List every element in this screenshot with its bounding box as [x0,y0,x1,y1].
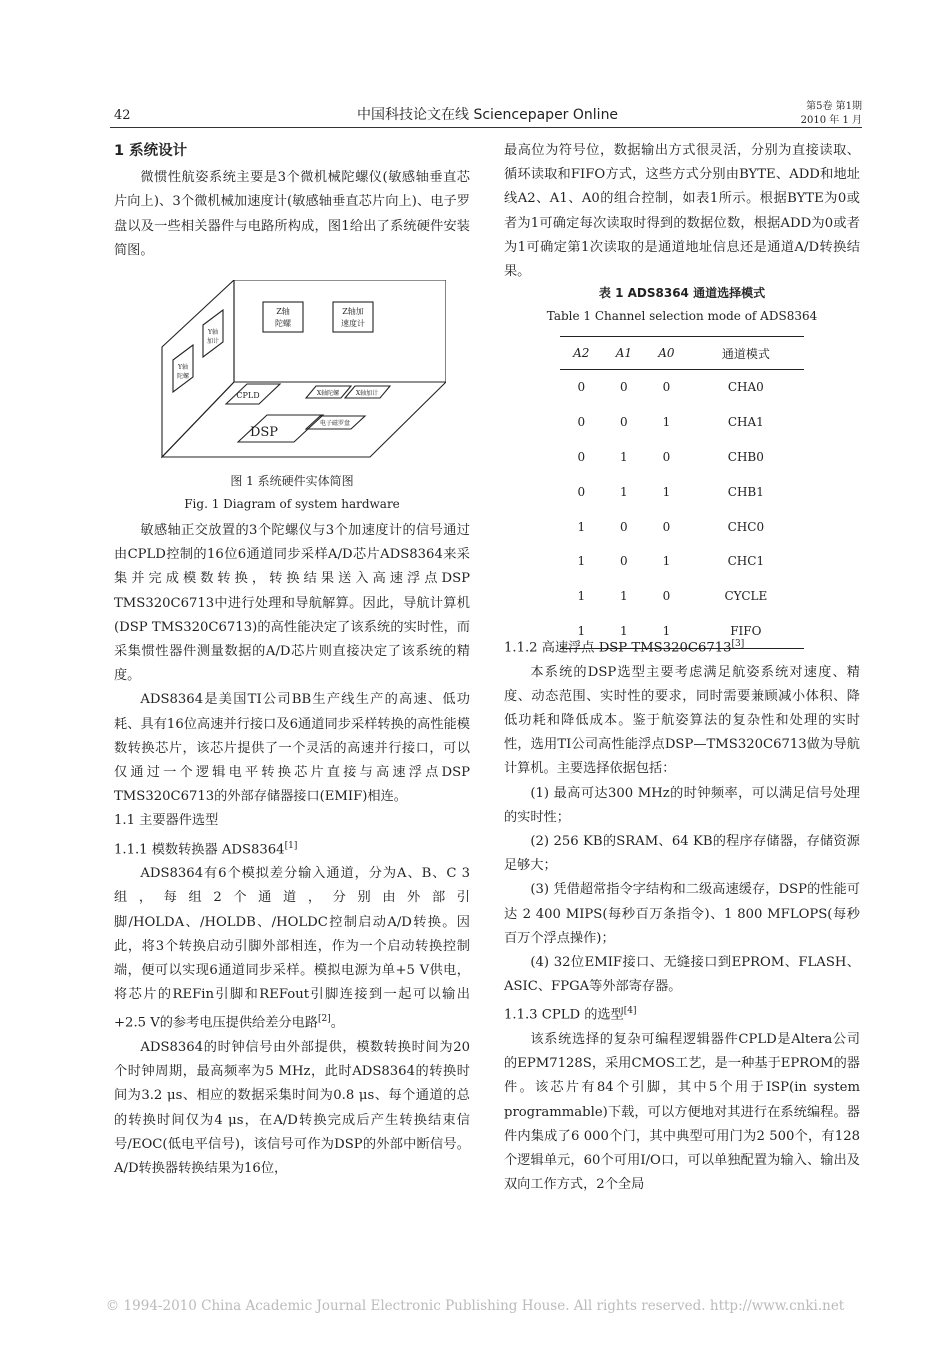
y-acc-label-2: 加计 [206,338,220,345]
paragraph: ADS8364的时钟信号由外部提供，模数转换时间为20个时钟周期，最高频率为5 MHz，此时ADS8364的转换时间为3.2 μs、相应的数据采集时间为0.8 μs、每个通道的总的转换时间仅为4 μs，在A/D转换完成后产生转换结束信号/EOC(低电平信号)，该信号可作为DSP的外部中断信号。A/D转换器转换结果为16位， [114,1040,470,1177]
volume-info [800,100,862,128]
table-cell: 1 [603,614,646,649]
table-cell: 1 [645,614,688,649]
z-gyro-label: Z轴 [276,307,290,316]
paragraph: ADS8364是美国TI公司BB生产线生产的高速、低功耗、具有16位高速并行接口及6通道同步采样转换的高性能模数转换芯片，该芯片提供了一个灵活的高速并行接口，可以仅通过一个逻辑电平转换芯片直接与高速浮点DSP TMS320C6713的外部存储器接口(EMIF)相连。 [114,692,470,805]
table-cell: 0 [577,380,586,395]
back-wall [234,280,446,382]
z-acc-label-2: 速度计 [341,319,365,328]
heading-text: 1.1.1 模数转换器 ADS8364 [114,842,285,858]
left-column-top [114,139,470,263]
heading-text: 1.1.3 CPLD 的选型 [504,1007,624,1023]
table-cell: 1 [620,484,628,499]
table-cell: 0 [620,554,628,569]
list-item: (2) 256 KB的SRAM、64 KB的程序存储器，存储资源足够大； [504,834,860,874]
table-cell: CYCLE [724,589,768,604]
table-cell: 0 [620,380,628,395]
table-header-cell: 通道模式 [688,337,804,370]
table-caption-cn: 表 1 ADS8364 通道选择模式 [598,286,766,300]
table-cell: 0 [620,415,628,430]
channel-selection-table [560,336,804,649]
table-header-cell: A0 [645,337,688,370]
right-column-bottom [504,632,860,1197]
dsp-label: DSP [249,425,279,440]
x-acc-label: X轴加计 [355,390,379,397]
paragraph-end: 。 [330,1015,344,1031]
table-cell: FIFO [688,614,804,649]
table-cell: 1 [662,484,671,499]
table-cell: CHC0 [727,519,765,534]
list-item: (1) 最高可达300 MHz的时钟频率，可以满足信号处理的实时性； [504,785,860,825]
x-gyro-label: X轴陀螺 [316,390,340,397]
paragraph: 微惯性航姿系统主要是3个微机械陀螺仪(敏感轴垂直芯片向上)、3个微机械加速度计(敏感轴垂直芯片向上)、电子罗盘以及一些相关器件与电路所构成，图1给出了系统硬件安装简图。 [114,170,470,258]
table-cell: 1 [620,449,628,464]
table-caption-en: Table 1 Channel selection mode of ADS8364 [546,309,818,323]
y-gyro-label-2: 陀螺 [176,373,190,380]
citation: [3] [731,639,745,649]
table-cell: 1 [560,614,603,649]
copyright-footer: © 1994-2010 China Academic Journal Electronic Publishing House. All rights reserved. http://www.cnki.net [105,1298,845,1314]
base-plate [162,382,446,457]
subsection-heading: 1.1 主要器件选型 [114,813,219,829]
z-acc-label: Z轴加 [342,307,364,316]
paragraph: 该系统选择的复杂可编程逻辑器件CPLD是Altera公司的EPM7128S，采用CMOS工艺，是一种基于EPROM的器件。该芯片有84个引脚，其中5个用于ISP(in system programmable)下载，可以方便地对其进行在系统编程。器件内集成了6 000个门，其中典型可用门为2 500个，有128个逻辑单元，60个可用I/O口，可以单独配置为输入、输出及双向工作方式，2个全局 [504,1032,860,1193]
table-cell: 0 [577,415,586,430]
table-cell: 0 [662,380,671,395]
table-cell: 0 [620,519,628,534]
hardware-diagram [160,280,446,460]
table-cell: 1 [620,589,628,604]
figure-caption-en: Fig. 1 Diagram of system hardware [184,497,400,511]
paragraph-text: ADS8364有6个模拟差分输入通道，分为A、B、C 3组，每组2个通道，分别由外部引脚/HOLDA、/HOLDB、/HOLDC控制启动A/D转换。因此，将3个转换启动引脚外部相连，作为一个启动转换控制端，便可以实现6通道同步采样。模拟电源为单+5 V供电，将芯片的REFin引脚和REFout引脚连接到一起可以输出+2.5 V的参考电压提供给差分电路 [114,866,470,1031]
table-row [560,509,804,544]
table-header-cell: A2 [560,337,603,370]
table-row [560,440,804,475]
cpld-label: CPLD [236,391,260,400]
table-cell: 0 [577,484,586,499]
table-cell: 1 [662,554,671,569]
table-header-cell: A1 [603,337,646,370]
table-row [560,544,804,579]
table-row [560,405,804,440]
journal-title: 中国科技论文在线 Sciencepaper Online [357,107,619,123]
page-number: 42 [114,108,131,123]
table-row [560,579,804,614]
table-cell: 0 [577,449,586,464]
table-cell: 1 [577,554,586,569]
subsubsection-heading [504,999,860,1028]
table-cell: CHB0 [727,449,764,464]
y-acc-label: Y轴 [208,329,218,336]
heading-text: 1.1.2 高速浮点 DSP TMS320C6713 [504,640,732,656]
table-header-row [560,337,804,370]
table-cell: 1 [577,589,586,604]
compass-label: 电子磁罗盘 [319,420,351,427]
paragraph: 最高位为符号位，数据输出方式很灵活，分别为直接读取、循环读取和FIFO方式，这些方式分别由BYTE、ADD和地址线A2、A1、A0的组合控制，如表1所示。根据BYTE为0或者为1可确定每次读取时得到的数据位数，根据ADD为0或者为1可确定第1次读取的是通道地址信息还是通道A/D转换结果。 [504,143,860,280]
table-cell: 0 [662,449,671,464]
figure-caption-cn: 图 1 系统硬件实体简图 [230,474,354,488]
table-cell: 0 [662,589,671,604]
right-column-top [504,139,860,284]
paragraph [114,862,470,1036]
paragraph: 本系统的DSP选型主要考虑满足航姿系统对速度、精度、动态范围、实时性的要求，同时需要兼顾减小体积、降低功耗和降低成本。鉴于航姿算法的复杂性和处理的实时性，选用TI公司高性能浮点DSP—TMS320C6713做为导航计算机。主要选择依据包括： [504,664,860,777]
table-cell: CHA0 [727,380,764,395]
y-gyro-label: Y轴 [178,364,188,371]
table-row [560,370,804,405]
table-cell: 1 [577,519,586,534]
citation: [2] [318,1014,331,1025]
table-cell: CHA1 [727,415,764,430]
citation: [4] [623,1006,637,1017]
table-cell: 1 [662,415,671,430]
table-cell: 0 [662,519,671,534]
section-heading: 1 系统设计 [114,143,188,159]
volume-issue: 第5卷 第1期 [806,101,862,112]
header-rule [110,127,862,128]
list-item: (3) 凭借超常指令字结构和二级高速缓存，DSP的性能可达 2 400 MIPS(每秒百万条指令)、1 800 MFLOPS(每秒百万个浮点操作)； [504,882,860,946]
issue-date: 2010 年 1 月 [800,115,862,126]
table-row [560,474,804,509]
subsubsection-heading [114,834,470,863]
left-column-bottom [114,519,470,1181]
table-cell: CHB1 [727,484,764,499]
paragraph: 敏感轴正交放置的3个陀螺仪与3个加速度计的信号通过由CPLD控制的16位6通道同步采样A/D芯片ADS8364来采集并完成模数转换，转换结果送入高速浮点DSP TMS320C6713中进行处理和导航解算。因此，导航计算机(DSP TMS320C6713)的高性能决定了该系统的实时性，而采集惯性器件测量数据的A/D芯片则直接决定了该系统的精度。 [114,523,470,684]
citation: [1] [284,840,298,851]
list-item: (4) 32位EMIF接口、无缝接口到EPROM、FLASH、ASIC、FPGA等外部寄存器。 [504,955,860,995]
z-gyro-label-2: 陀螺 [275,319,291,328]
table-cell: CHC1 [727,554,765,569]
subsubsection-heading [504,632,860,661]
